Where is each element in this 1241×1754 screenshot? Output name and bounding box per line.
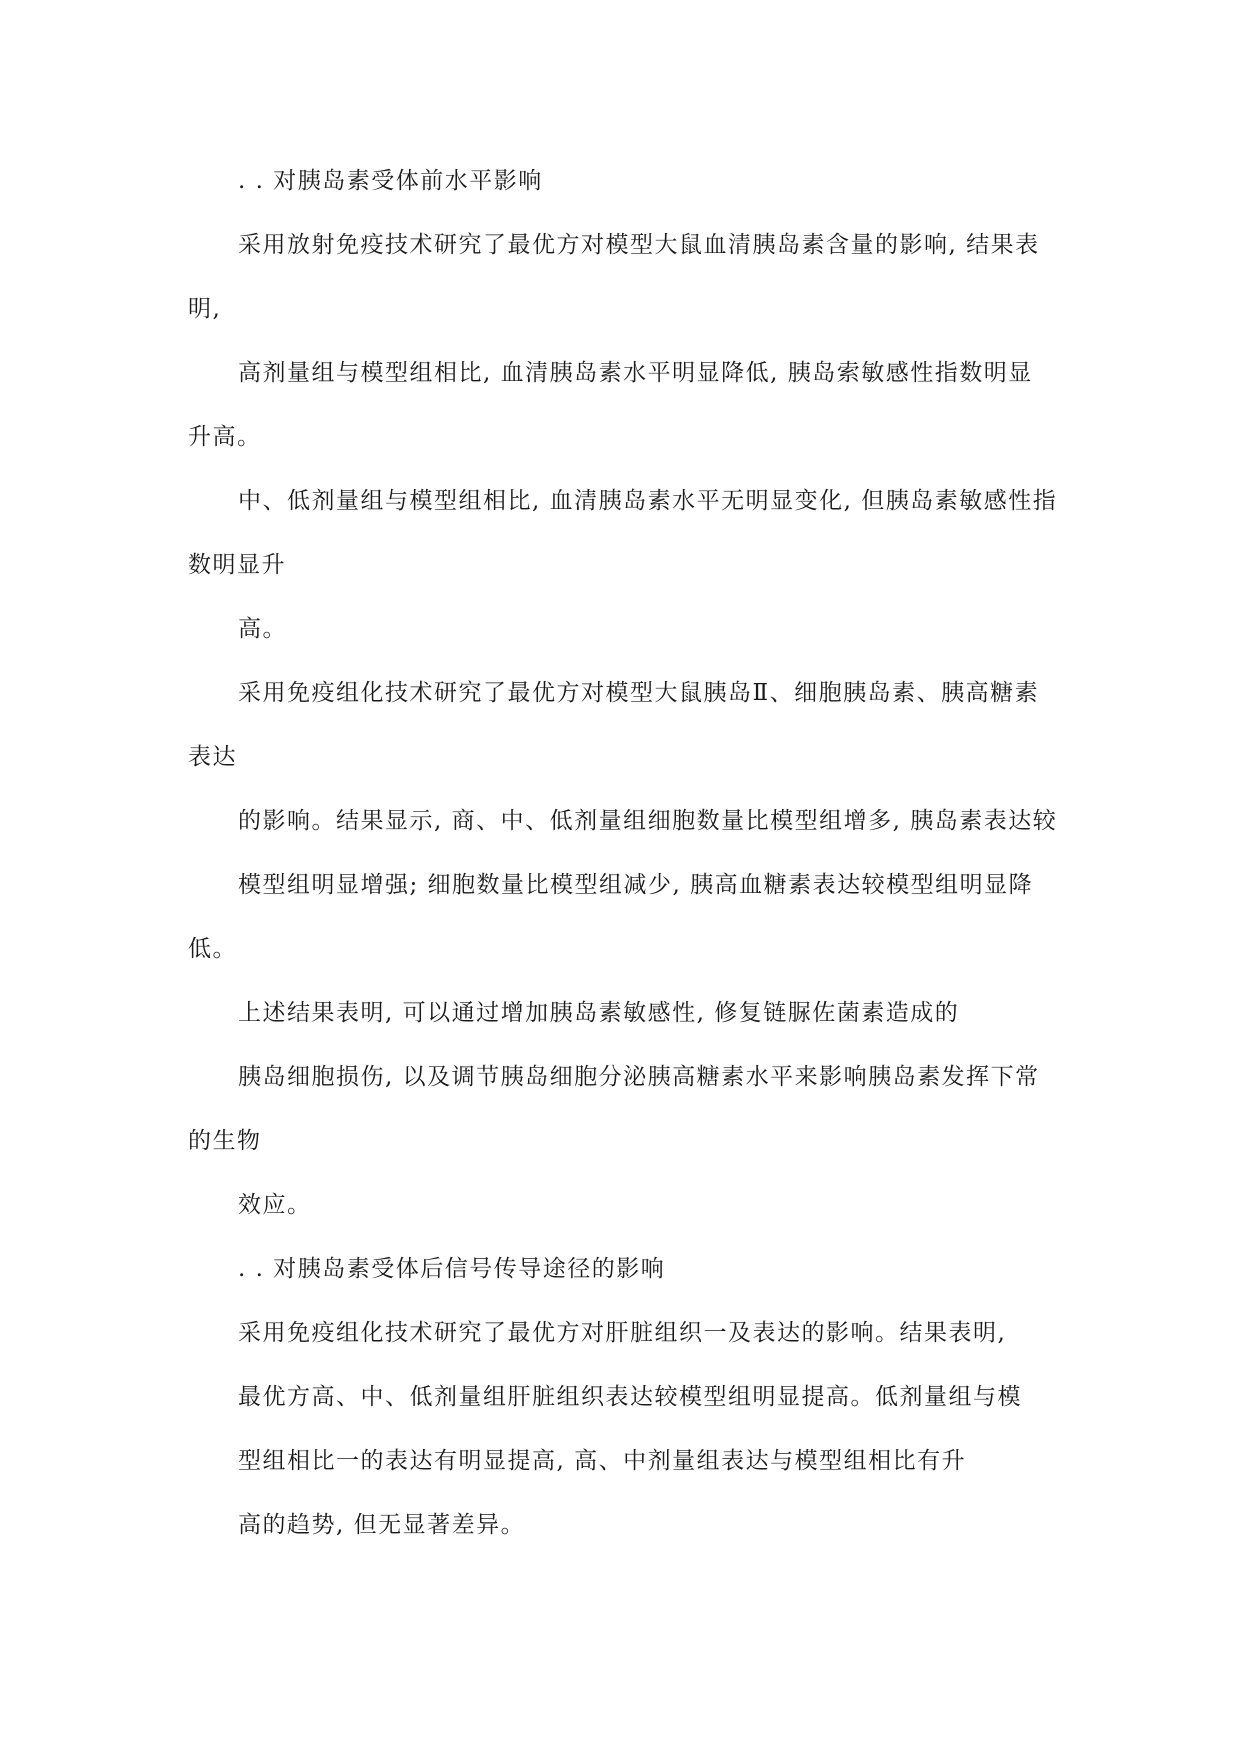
paragraph-line: 胰岛细胞损伤, 以及调节胰岛细胞分泌胰高糖素水平来影响胰岛素发挥下常	[238, 1064, 1040, 1090]
paragraph-line: 最优方高、中、低剂量组肝脏组织表达较模型组明显提高。低剂量组与模	[238, 1384, 1022, 1410]
paragraph-line: 数明显升	[188, 552, 286, 578]
paragraph-line: 上述结果表明, 可以通过增加胰岛素敏感性, 修复链脲佐菌素造成的	[238, 1000, 960, 1026]
paragraph-line: 的生物	[188, 1128, 262, 1154]
paragraph-line: 采用免疫组化技术研究了最优方对肝脏组织一及表达的影响。结果表明,	[238, 1320, 1007, 1346]
paragraph-line: 明,	[188, 296, 222, 322]
paragraph-line: 采用免疫组化技术研究了最优方对模型大鼠胰岛Ⅱ、细胞胰岛素、胰高糖素	[238, 680, 1040, 706]
paragraph-line: 采用放射免疫技术研究了最优方对模型大鼠血清胰岛素含量的影响, 结果表	[238, 232, 1040, 258]
paragraph-line: 低。	[188, 936, 237, 962]
paragraph-line: 效应。	[238, 1192, 312, 1218]
paragraph-line: 模型组明显增强; 细胞数量比模型组减少, 胰高血糖素表达较模型组明显降	[238, 872, 1034, 898]
paragraph-line: 高的趋势, 但无显著差异。	[238, 1512, 526, 1538]
paragraph-line: 型组相比一的表达有明显提高, 高、中剂量组表达与模型组相比有升	[238, 1448, 967, 1474]
section-heading-insulin-receptor-pre: . . 对胰岛素受体前水平影响	[238, 168, 543, 194]
paragraph-line: 高。	[238, 616, 287, 642]
paragraph-line: 高剂量组与模型组相比, 血清胰岛素水平明显降低, 胰岛索敏感性指数明显	[238, 360, 1033, 386]
section-heading-signal-pathway: . . 对胰岛素受体后信号传导途径的影响	[238, 1256, 666, 1282]
paragraph-line: 中、低剂量组与模型组相比, 血清胰岛素水平无明显变化, 但胰岛素敏感性指	[238, 488, 1058, 514]
paragraph-line: 升高。	[188, 424, 262, 450]
paragraph-line: 表达	[188, 744, 237, 770]
paragraph-line: 的影响。结果显示, 商、中、低剂量组细胞数量比模型组增多, 胰岛素表达较	[238, 808, 1058, 834]
